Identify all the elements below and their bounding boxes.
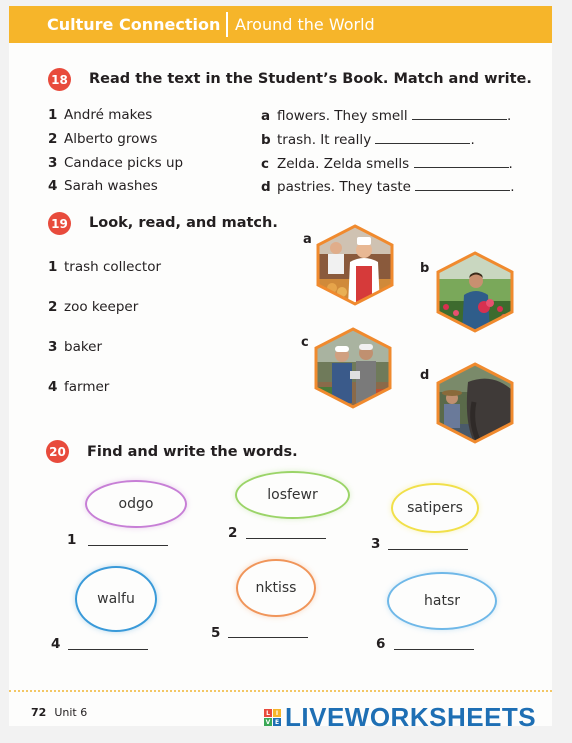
scrambled-word-5: nktiss bbox=[236, 559, 316, 617]
picture-label-b: b bbox=[420, 261, 430, 276]
ex18-left-item-2: 2 Alberto grows bbox=[48, 131, 158, 147]
farmer-photo[interactable] bbox=[434, 251, 516, 333]
answer-line-6[interactable] bbox=[394, 649, 474, 650]
scrambled-word-3: satipers bbox=[391, 483, 479, 533]
ex18-left-item-3: 3 Candace picks up bbox=[48, 155, 184, 171]
page-number: 72 bbox=[31, 706, 47, 719]
answer-blank-c[interactable] bbox=[414, 155, 509, 168]
exercise-20-title: Find and write the words. bbox=[87, 444, 298, 460]
answer-line-1[interactable] bbox=[88, 545, 168, 546]
header-title: Culture Connection bbox=[47, 15, 221, 34]
ex19-item-1[interactable]: 1 trash collector bbox=[48, 259, 162, 275]
worksheet-page bbox=[9, 6, 552, 726]
ex18-right-item-b: b trash. It really . bbox=[261, 132, 475, 148]
page-header bbox=[9, 6, 552, 43]
answer-number-2: 2 bbox=[228, 525, 238, 541]
answer-line-2[interactable] bbox=[246, 538, 326, 539]
answer-blank-a[interactable] bbox=[412, 107, 507, 120]
ex18-left-item-4: 4 Sarah washes bbox=[48, 178, 158, 194]
baker-photo[interactable] bbox=[314, 224, 396, 306]
header-subtitle: Around the World bbox=[235, 15, 375, 34]
answer-blank-b[interactable] bbox=[375, 131, 470, 144]
answer-line-4[interactable] bbox=[68, 649, 148, 650]
exercise-19-badge: 19 bbox=[48, 212, 71, 235]
ex19-item-4[interactable]: 4 farmer bbox=[48, 379, 110, 395]
scrambled-word-4: walfu bbox=[75, 566, 157, 632]
scrambled-word-6: hatsr bbox=[387, 572, 497, 630]
liveworksheets-icon: L I V E bbox=[265, 709, 280, 726]
scrambled-word-1: odgo bbox=[85, 480, 187, 528]
answer-number-5: 5 bbox=[211, 625, 221, 641]
exercise-18-title: Read the text in the Student’s Book. Match and write. bbox=[89, 71, 532, 87]
answer-line-3[interactable] bbox=[388, 549, 468, 550]
liveworksheets-logo bbox=[264, 702, 536, 733]
exercise-19-title: Look, read, and match. bbox=[89, 215, 278, 231]
unit-label: Unit 6 bbox=[54, 706, 88, 719]
exercise-18-badge: 18 bbox=[48, 68, 71, 91]
zoo-keeper-photo[interactable] bbox=[434, 362, 516, 444]
ex18-right-item-d: d pastries. They taste . bbox=[261, 179, 515, 195]
liveworksheets-wordmark: LIVEWORKSHEETS bbox=[285, 702, 537, 732]
header-divider bbox=[226, 12, 228, 37]
answer-number-6: 6 bbox=[376, 636, 386, 652]
answer-number-3: 3 bbox=[371, 536, 381, 552]
ex19-item-2[interactable]: 2 zoo keeper bbox=[48, 299, 139, 315]
answer-blank-d[interactable] bbox=[415, 178, 510, 191]
answer-line-5[interactable] bbox=[228, 637, 308, 638]
page-footer bbox=[31, 706, 87, 719]
scrambled-word-2: losfewr bbox=[235, 471, 350, 519]
picture-label-c: c bbox=[301, 335, 309, 350]
trash-collectors-photo[interactable] bbox=[312, 327, 394, 409]
footer-divider bbox=[9, 690, 552, 692]
picture-label-d: d bbox=[420, 368, 430, 383]
answer-number-1: 1 bbox=[67, 532, 77, 548]
exercise-20-badge: 20 bbox=[46, 440, 69, 463]
picture-label-a: a bbox=[303, 232, 312, 247]
ex18-left-item-1: 1 André makes bbox=[48, 107, 153, 123]
ex19-item-3[interactable]: 3 baker bbox=[48, 339, 103, 355]
answer-number-4: 4 bbox=[51, 636, 61, 652]
ex18-right-item-a: a flowers. They smell . bbox=[261, 108, 512, 124]
ex18-right-item-c: c Zelda. Zelda smells . bbox=[261, 156, 513, 172]
